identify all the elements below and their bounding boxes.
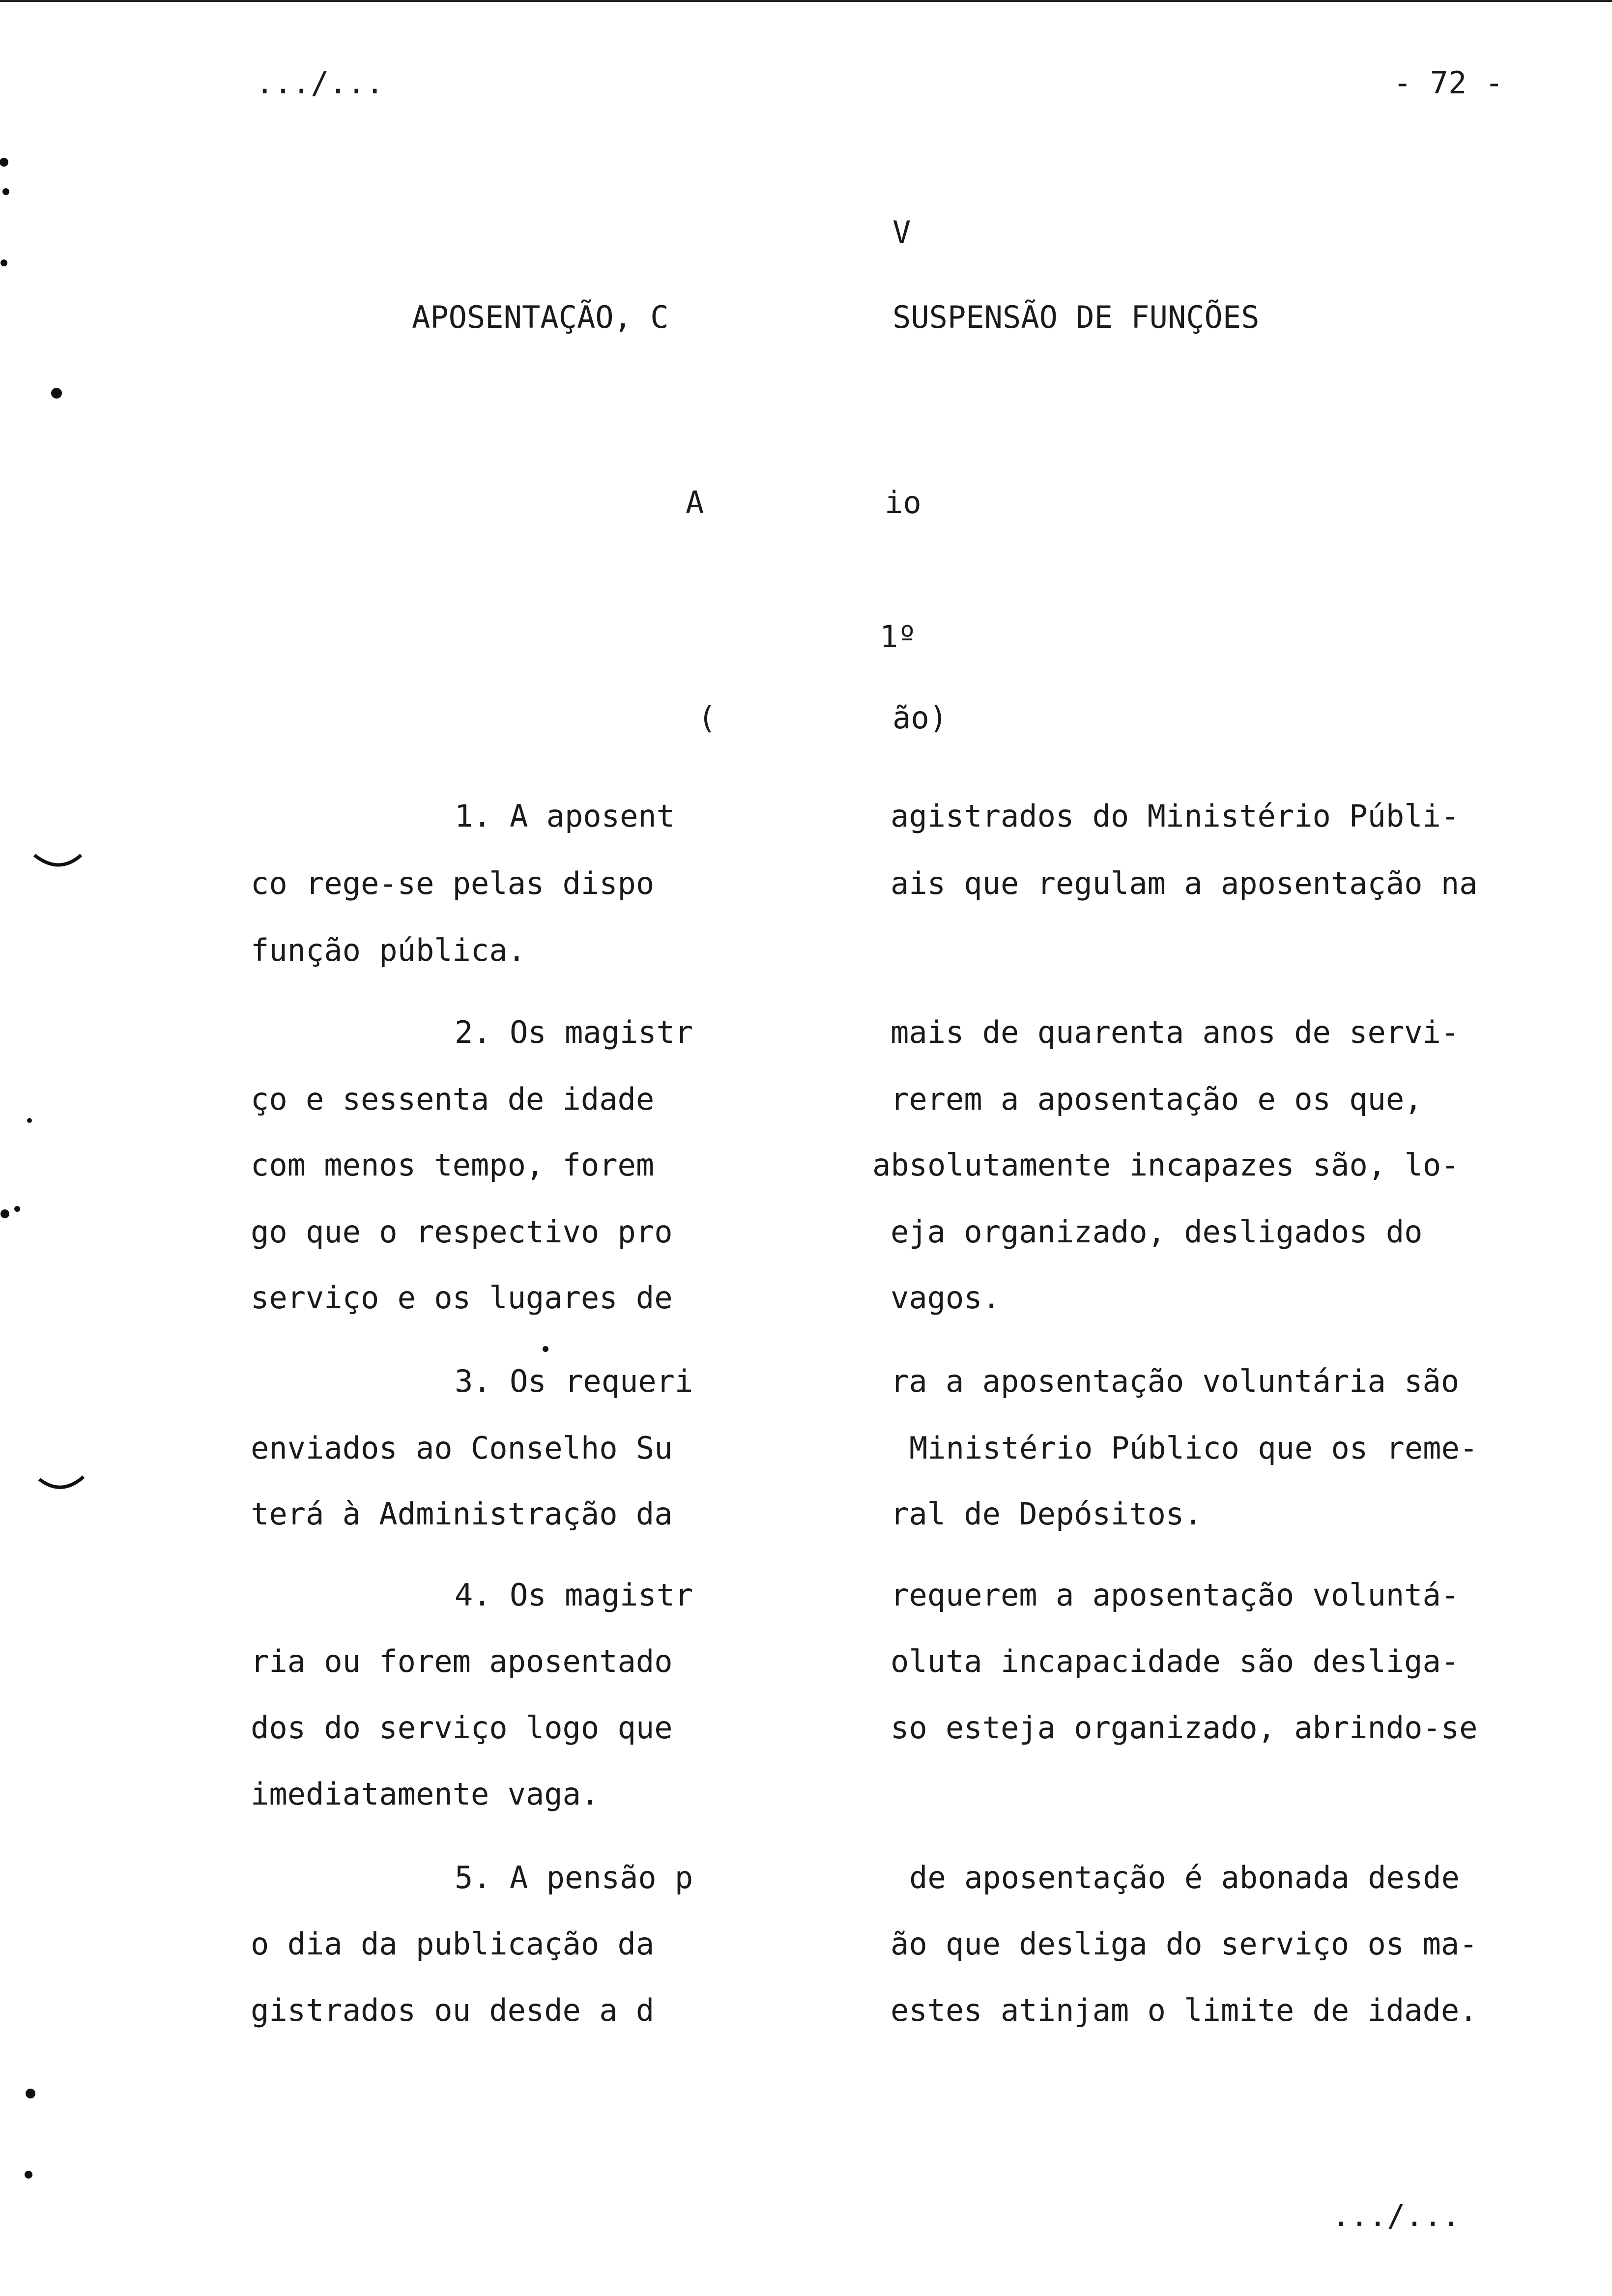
text-line-left: 4. Os magistr (455, 1577, 693, 1613)
edge-speck (0, 158, 8, 167)
text-line-right: ais que regulam a aposentação na (891, 865, 1478, 901)
edge-mark (34, 855, 81, 865)
text-line-left: dos do serviço logo que (251, 1710, 673, 1746)
text-line-right: ra a aposentação voluntária são (891, 1363, 1460, 1399)
edge-speck (27, 1118, 32, 1123)
section-heading-left: A (686, 485, 704, 520)
subtitle-right: ão) (892, 700, 948, 736)
edge-speck (26, 2089, 35, 2098)
page-number: - 72 - (1393, 65, 1503, 101)
text-line-right: absolutamente incapazes são, lo- (872, 1147, 1460, 1183)
text-line-left: co rege-se pelas dispo (251, 865, 655, 901)
text-line-right: so esteja organizado, abrindo-se (891, 1710, 1478, 1746)
edge-mark (39, 1477, 84, 1487)
chapter-title-left: APOSENTAÇÃO, C (412, 299, 669, 335)
text-line-left: 5. A pensão p (455, 1860, 693, 1895)
text-line-left: imediatamente vaga. (251, 1776, 600, 1812)
edge-speck (14, 1206, 20, 1212)
text-line-right: estes atinjam o limite de idade. (891, 1992, 1478, 2028)
text-line-right: requerem a aposentação voluntá- (891, 1577, 1460, 1613)
text-line-right: agistrados do Ministério Públi- (891, 798, 1460, 834)
continuation-marker-bottom: .../... (1332, 2198, 1461, 2234)
text-line-left: ço e sessenta de idade (251, 1081, 655, 1117)
text-line-right: de aposentação é abonada desde (909, 1860, 1460, 1895)
subtitle-left: ( (698, 700, 717, 736)
text-line-left: ria ou forem aposentado (251, 1643, 673, 1679)
edge-speck (25, 2171, 32, 2179)
text-speck (543, 1346, 548, 1352)
text-line-left: função pública. (251, 932, 526, 968)
text-line-right: mais de quarenta anos de servi- (891, 1014, 1460, 1050)
chapter-number: V (892, 214, 911, 250)
text-line-left: serviço e os lugares de (251, 1280, 673, 1316)
text-line-right: oluta incapacidade são desliga- (891, 1643, 1460, 1679)
text-line-left: 3. Os requeri (455, 1363, 693, 1399)
text-line-left: go que o respectivo pro (251, 1214, 673, 1250)
edge-speck (0, 1209, 9, 1218)
text-line-left: 1. A aposent (455, 798, 675, 834)
text-line-left: 2. Os magistr (455, 1014, 693, 1050)
text-line-left: o dia da publicação da (251, 1926, 655, 1962)
subsection-number: 1º (880, 619, 917, 655)
text-line-left: com menos tempo, forem (251, 1147, 655, 1183)
section-heading-right: io (885, 485, 921, 520)
chapter-title-right: SUSPENSÃO DE FUNÇÕES (892, 299, 1260, 335)
text-line-left: gistrados ou desde a d (251, 1992, 655, 2028)
text-line-right: rerem a aposentação e os que, (891, 1081, 1423, 1117)
text-line-left: enviados ao Conselho Su (251, 1430, 673, 1466)
text-line-left: terá à Administração da (251, 1496, 673, 1532)
text-line-right: ral de Depósitos. (891, 1496, 1203, 1532)
edge-speck (0, 259, 7, 266)
edge-speck (2, 188, 9, 195)
edge-speck (51, 388, 62, 399)
continuation-marker-top: .../... (256, 65, 384, 101)
text-line-right: ão que desliga do serviço os ma- (891, 1926, 1478, 1962)
text-line-right: vagos. (891, 1280, 1001, 1316)
text-line-right: Ministério Público que os reme- (909, 1430, 1478, 1466)
text-line-right: eja organizado, desligados do (891, 1214, 1423, 1250)
